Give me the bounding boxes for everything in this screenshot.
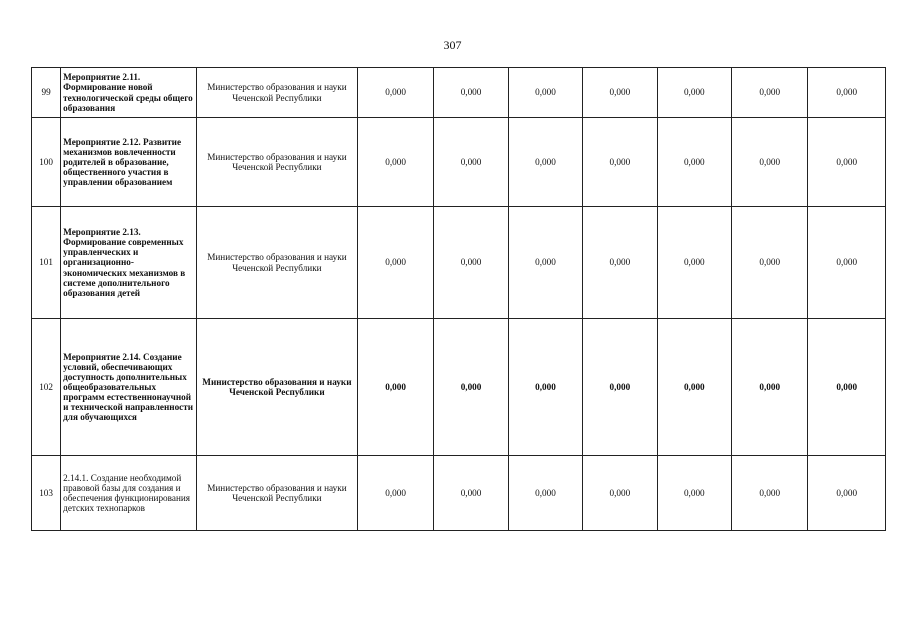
value-cell: 0,000: [808, 207, 886, 319]
value-cell: 0,000: [808, 319, 886, 456]
executor: Министерство образования и науки Чеченской Республики: [196, 68, 357, 118]
value-cell: 0,000: [732, 319, 808, 456]
row-number: 103: [32, 456, 61, 531]
table-body: [32, 68, 886, 531]
row-number: 102: [32, 319, 61, 456]
value-cell: 0,000: [434, 68, 508, 118]
value-cell: 0,000: [357, 207, 433, 319]
value-cell: 0,000: [583, 207, 657, 319]
value-cell: 0,000: [357, 456, 433, 531]
value-cell: 0,000: [508, 319, 582, 456]
value-cell: 0,000: [657, 319, 731, 456]
activity-title: Мероприятие 2.11. Формирование новой технологической среды общего образования: [61, 68, 197, 118]
value-cell: 0,000: [732, 207, 808, 319]
executor: Министерство образования и науки Чеченской Республики: [196, 456, 357, 531]
value-cell: 0,000: [583, 456, 657, 531]
executor: Министерство образования и науки Чеченской Республики: [196, 207, 357, 319]
value-cell: 0,000: [434, 456, 508, 531]
value-cell: 0,000: [657, 456, 731, 531]
table-row: [32, 118, 886, 207]
table-row: [32, 207, 886, 319]
executor: Министерство образования и науки Чеченской Республики: [196, 319, 357, 456]
value-cell: 0,000: [657, 118, 731, 207]
activity-title: Мероприятие 2.12. Развитие механизмов вовлеченности родителей в образование, общественного участия в управлении образованием: [61, 118, 197, 207]
value-cell: 0,000: [732, 68, 808, 118]
value-cell: 0,000: [808, 118, 886, 207]
table-row: [32, 68, 886, 118]
value-cell: 0,000: [357, 118, 433, 207]
value-cell: 0,000: [808, 456, 886, 531]
value-cell: 0,000: [808, 68, 886, 118]
value-cell: 0,000: [583, 118, 657, 207]
value-cell: 0,000: [508, 68, 582, 118]
value-cell: 0,000: [583, 319, 657, 456]
table-row: [32, 319, 886, 456]
value-cell: 0,000: [508, 456, 582, 531]
activity-title: 2.14.1. Создание необходимой правовой базы для создания и обеспечения функционирования детских технопарков: [61, 456, 197, 531]
table-row: [32, 456, 886, 531]
row-number: 101: [32, 207, 61, 319]
executor: Министерство образования и науки Чеченской Республики: [196, 118, 357, 207]
value-cell: 0,000: [583, 68, 657, 118]
value-cell: 0,000: [508, 207, 582, 319]
value-cell: 0,000: [357, 68, 433, 118]
program-activities-table: [31, 67, 886, 531]
value-cell: 0,000: [434, 207, 508, 319]
value-cell: 0,000: [732, 456, 808, 531]
value-cell: 0,000: [434, 319, 508, 456]
value-cell: 0,000: [657, 68, 731, 118]
row-number: 100: [32, 118, 61, 207]
value-cell: 0,000: [434, 118, 508, 207]
value-cell: 0,000: [508, 118, 582, 207]
value-cell: 0,000: [357, 319, 433, 456]
value-cell: 0,000: [732, 118, 808, 207]
activity-title: Мероприятие 2.14. Создание условий, обеспечивающих доступность дополнительных общеобразовательных программ естественнонаучной и технической направленности для обучающихся: [61, 319, 197, 456]
value-cell: 0,000: [657, 207, 731, 319]
activity-title: Мероприятие 2.13. Формирование современных управленческих и организационно-экономических механизмов в системе дополнительного образования детей: [61, 207, 197, 319]
row-number: 99: [32, 68, 61, 118]
page-number: 307: [443, 38, 462, 52]
